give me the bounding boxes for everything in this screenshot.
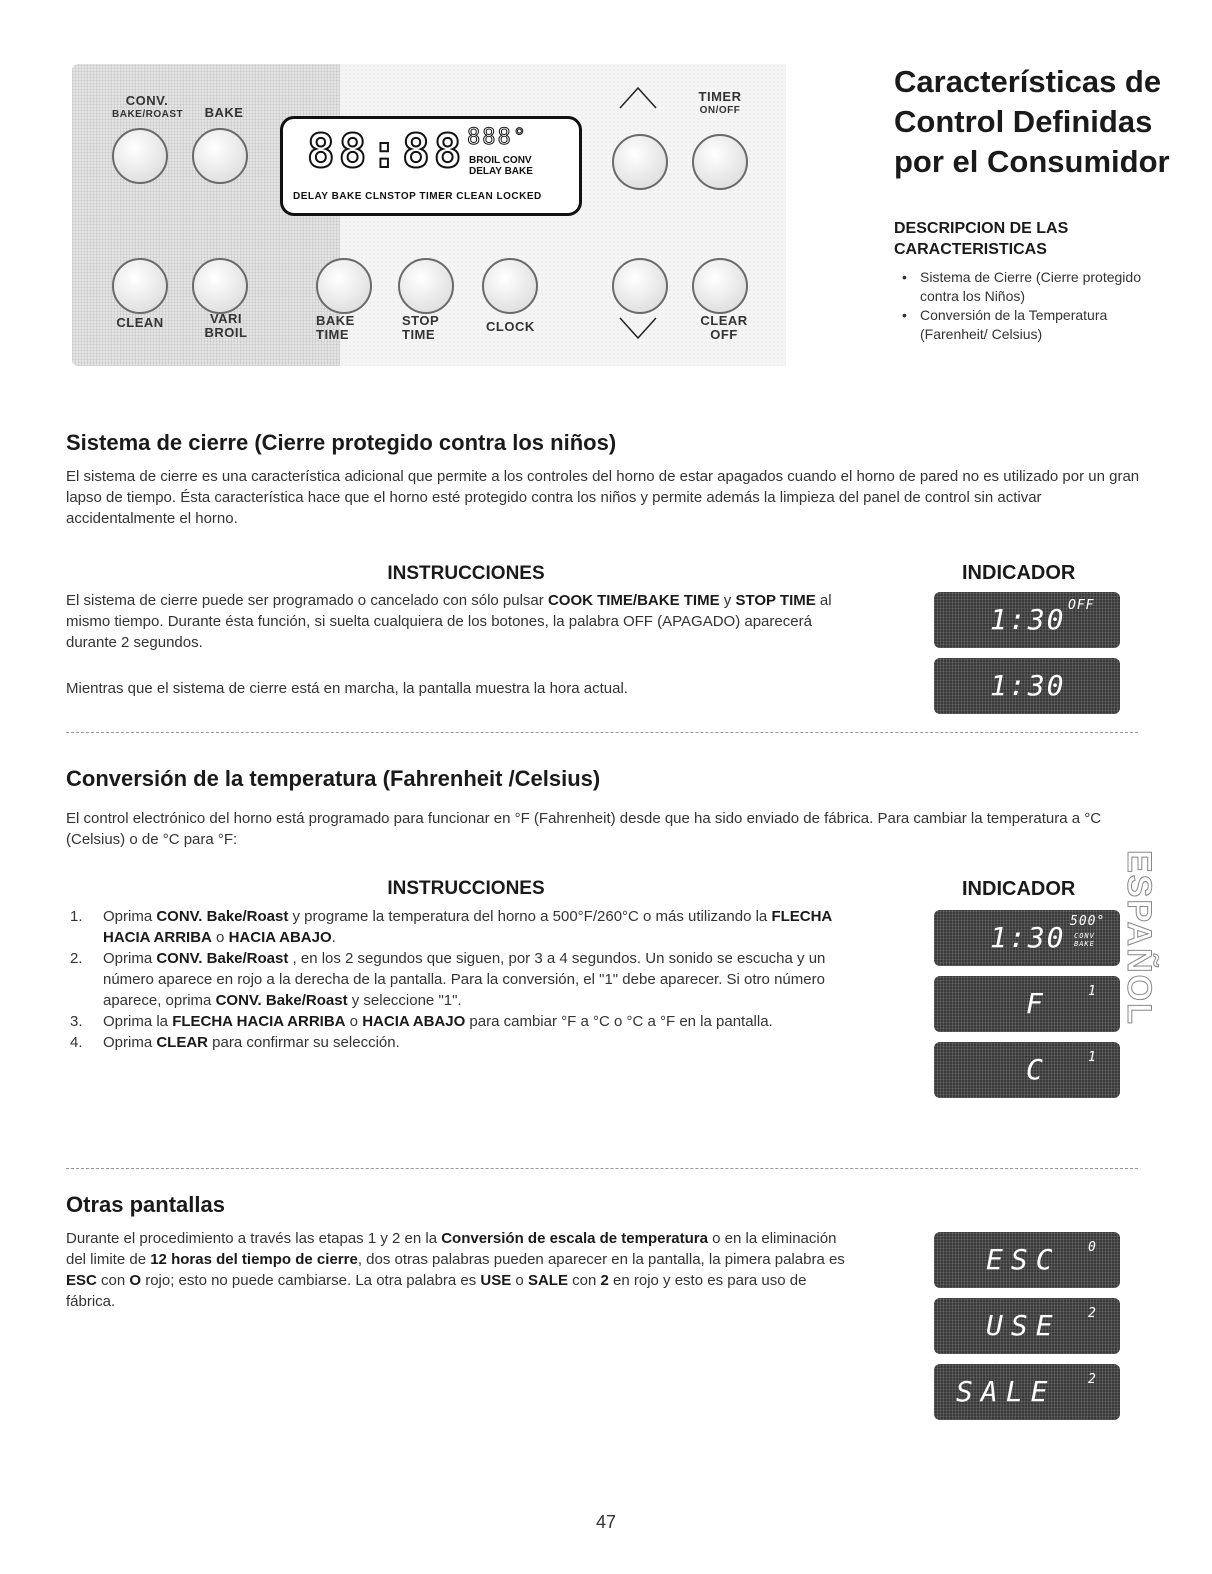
down-arrow-button[interactable]: [612, 258, 668, 314]
list-item: • Sistema de Cierre (Cierre protegido contra los Niños): [894, 268, 1154, 306]
list-item: 3. Oprima la FLECHA HACIA ARRIBA o HACIA ABAJO para cambiar °F a °C o °C a °F en la pantalla.: [70, 1013, 773, 1030]
clock-label: CLOCK: [486, 319, 535, 334]
control-panel-illustration: [72, 64, 786, 366]
section-divider: [66, 1168, 1138, 1169]
conv-bake-roast-label: CONV. BAKE/ROAST: [112, 93, 184, 120]
lcd-mode-indicators: BROIL CONV DELAY BAKE: [469, 155, 533, 177]
features-subtitle: DESCRIPCION DE LAS CARACTERISTICAS: [894, 220, 1069, 258]
section-title-other-displays: Otras pantallas: [66, 1192, 225, 1217]
stop-time-label: STOP TIME: [402, 313, 440, 342]
bake-time-button[interactable]: [316, 258, 372, 314]
timer-on-off-label: TIMER ON/OFF: [698, 89, 742, 116]
other-displays-text: Durante el procedimiento a través las etapas 1 y 2 en la Conversión de escala de temperatura o en la eliminación del limite de 12 horas del tiempo de cierre, dos otras palabras pueden aparecer en la pantalla, la pimera palabra es ESC con O rojo; esto no puede cambiarse. La otra palabra es USE o SALE con 2 en rojo y esto es para uso de fábrica.: [66, 1230, 845, 1310]
clean-button[interactable]: [112, 258, 168, 314]
indicator-display-lock-on: 1:30: [934, 658, 1120, 714]
language-side-tab: ESPAÑOL: [1120, 850, 1158, 1026]
lock-instructions-text: El sistema de cierre puede ser programado o cancelado con sólo pulsar COOK TIME/BAKE TIME y STOP TIME al mismo tiempo. Durante ésta función, si suelta cualquiera de los botones, la palabra OFF (APAGADO) aparecerá durante 2 segundos.: [66, 592, 832, 651]
vari-broil-button[interactable]: [192, 258, 248, 314]
bake-time-label: BAKE TIME: [316, 313, 355, 342]
lcd-status-indicators: DELAY BAKE CLNSTOP TIMER CLEAN LOCKED: [293, 191, 542, 202]
lcd-temperature-digits: 888°: [467, 125, 528, 150]
indicator-display-esc: ESC 0: [934, 1232, 1120, 1288]
lock-current-time-text: Mientras que el sistema de cierre está en marcha, la pantalla muestra la hora actual.: [66, 680, 628, 697]
instructions-heading: INSTRUCCIONES: [387, 878, 545, 899]
indicator-display-fahrenheit: F 1: [934, 976, 1120, 1032]
indicator-display-use: USE 2: [934, 1298, 1120, 1354]
list-item: 1. Oprima CONV. Bake/Roast y programe la temperatura del horno a 500°F/260°C o más utilizando la FLECHA HACIA ARRIBA o HACIA ABAJO.: [70, 908, 832, 946]
conversion-steps: [66, 906, 866, 1053]
conv-bake-roast-button[interactable]: [112, 128, 168, 184]
indicator-display-lock-off: 1:30 OFF: [934, 592, 1120, 648]
section-title-lock-system: Sistema de cierre (Cierre protegido contra los niños): [66, 430, 617, 455]
lock-system-intro: El sistema de cierre es una característica adicional que permite a los controles del horno de estar apagados cuando el horno de pared no es utilizado por un gran lapso de tiempo. Ésta característica hace que el horno esté protegido contra los niños y permite además la limpieza del panel de control sin activar accidentalmente el horno.: [66, 468, 1140, 527]
temperature-conversion-intro: El control electrónico del horno está programado para funcionar en °F (Fahrenheit) desde que ha sido enviado de fábrica. Para cambiar la temperatura a °C (Celsius) o de °C para °F:: [66, 810, 1102, 848]
instructions-heading: INSTRUCCIONES: [387, 563, 545, 584]
bake-button[interactable]: [192, 128, 248, 184]
indicator-heading: INDICADOR: [962, 878, 1076, 900]
up-arrow-button[interactable]: [612, 134, 668, 190]
indicator-heading: INDICADOR: [962, 562, 1076, 584]
indicator-display-sale: SALE 2: [934, 1364, 1120, 1420]
arrow-down-icon: [618, 316, 658, 340]
list-item: 2. Oprima CONV. Bake/Roast , en los 2 segundos que siguen, por 3 a 4 segundos. Un sonido se escucha y un número aparece en rojo a la derecha de la pantalla. Para la conversión, el "1" debe aparecer. Si otro número aparece, oprima CONV. Bake/Roast y seleccione "1".: [70, 950, 826, 1009]
indicator-display-conv-temp: 1:30 500° CONV BAKE: [934, 910, 1120, 966]
bake-label: BAKE: [204, 105, 244, 120]
lcd-time-digits: 88:88: [307, 124, 466, 178]
page-title: Características de Control Definidas por el Consumidor: [894, 64, 1170, 179]
section-title-temperature-conversion: Conversión de la temperatura (Fahrenheit /Celsius): [66, 766, 601, 791]
clear-off-label: CLEAR OFF: [700, 313, 748, 342]
lcd-display: [280, 116, 582, 216]
arrow-up-icon: [618, 86, 658, 110]
stop-time-button[interactable]: [398, 258, 454, 314]
section-divider: [66, 732, 1138, 733]
features-list: [894, 268, 1154, 344]
page-number: 47: [595, 1512, 617, 1532]
vari-broil-label: VARI BROIL: [204, 311, 248, 340]
indicator-display-celsius: C 1: [934, 1042, 1120, 1098]
timer-on-off-button[interactable]: [692, 134, 748, 190]
list-item: 4. Oprima CLEAR para confirmar su selección.: [70, 1034, 400, 1051]
list-item: • Conversión de la Temperatura (Farenheit/ Celsius): [894, 306, 1154, 344]
clock-button[interactable]: [482, 258, 538, 314]
clear-off-button[interactable]: [692, 258, 748, 314]
clean-label: CLEAN: [116, 315, 164, 330]
